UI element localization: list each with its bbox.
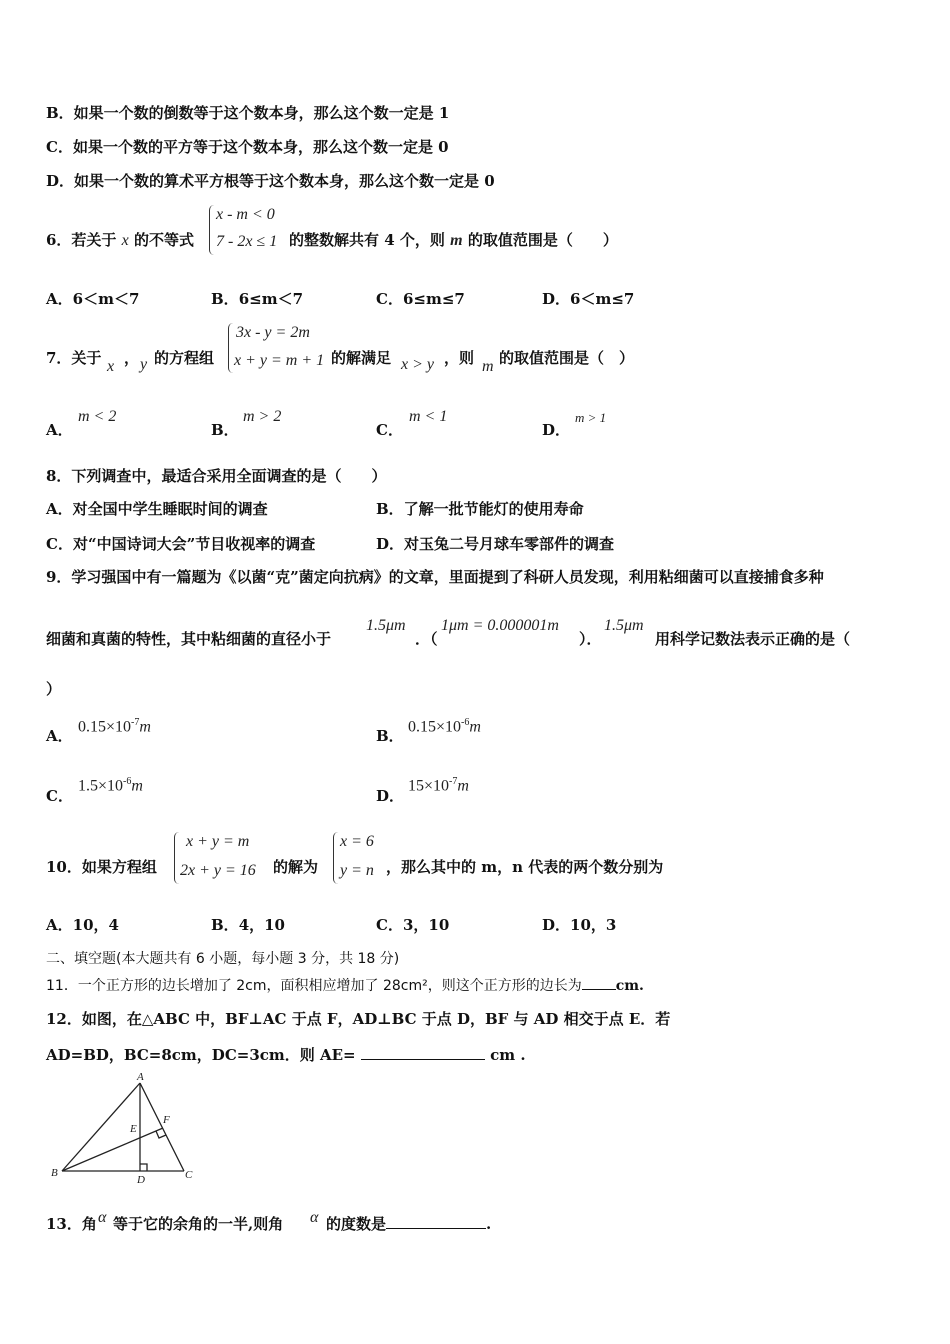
q9-option-a-label: A． bbox=[46, 727, 73, 745]
q7-prefix: 7．关于 bbox=[46, 349, 102, 367]
q12-unit: cm . bbox=[490, 1046, 526, 1064]
q7-option-d-math: m > 1 bbox=[575, 410, 607, 425]
q8-stem: 8．下列调查中，最适合采用全面调查的是（ ） bbox=[46, 467, 387, 485]
q7-option-b-math: m > 2 bbox=[243, 408, 282, 425]
q6-option-c: C．6≤m≤7 bbox=[376, 290, 465, 308]
q7-sep: ， bbox=[124, 349, 140, 367]
q7-option-a-math: m < 2 bbox=[78, 408, 117, 425]
question-11 bbox=[46, 975, 644, 996]
q6-system-brace bbox=[209, 205, 214, 255]
label-c: C bbox=[185, 1169, 193, 1181]
q12-answer-blank[interactable] bbox=[361, 1045, 485, 1060]
q7-option-a-label: A． bbox=[46, 421, 73, 439]
q6-system-line2: 7 - 2x ≤ 1 bbox=[216, 233, 278, 250]
segment-bf bbox=[62, 1128, 163, 1171]
q13-alpha-2: α bbox=[310, 1209, 319, 1226]
q6-tail2: 的取值范围是（ ） bbox=[467, 231, 618, 249]
q13-end: . bbox=[486, 1215, 492, 1233]
q6-mid: 的不等式 bbox=[134, 231, 195, 249]
q9-line3: ） bbox=[46, 680, 62, 698]
q10-prefix: 10．如果方程组 bbox=[46, 858, 157, 876]
q7-tail3: 的取值范围是（ ） bbox=[499, 349, 635, 367]
triangle-figure bbox=[44, 1068, 204, 1188]
label-a: A bbox=[137, 1071, 144, 1083]
q10-solution-brace bbox=[333, 832, 338, 884]
q11-unit: cm. bbox=[615, 978, 644, 994]
q6-var-m: m bbox=[450, 232, 463, 249]
label-d: D bbox=[137, 1174, 145, 1186]
q9-line2b: ．（ bbox=[415, 630, 438, 648]
q9-line2a: 细菌和真菌的特性，其中粘细菌的直径小于 bbox=[46, 630, 332, 648]
q9-option-c-math: $1.5\times 10^{-6}m$ bbox=[78, 776, 143, 795]
q9-line2c: ）． bbox=[579, 630, 602, 648]
label-f: F bbox=[163, 1114, 170, 1126]
q13-answer-blank[interactable] bbox=[386, 1214, 486, 1229]
q10-option-b: B．4，10 bbox=[211, 916, 285, 934]
q9-line1: 9．学习强国中有一篇题为《以菌“克”菌定向抗病》的文章，里面提到了科研人员发现，利用粘细菌可以直接捕食多种 bbox=[46, 568, 824, 586]
q6-option-d: D．6＜m≤7 bbox=[542, 290, 635, 308]
q10-option-d: D．10，3 bbox=[542, 916, 617, 934]
q6-system-line1: x - m < 0 bbox=[216, 206, 275, 223]
q7-system-line2: x + y = m + 1 bbox=[234, 352, 325, 369]
q12-line2: AD=BD，BC=8cm，DC=3cm．则 AE= bbox=[46, 1046, 356, 1064]
q5-option-d: D．如果一个数的算术平方根等于这个数本身，那么这个数一定是 0 bbox=[46, 172, 495, 190]
q7-option-d-label: D． bbox=[542, 421, 571, 439]
q8-option-b: B．了解一批节能灯的使用寿命 bbox=[376, 500, 584, 518]
q13-prefix: 13．角 bbox=[46, 1215, 97, 1233]
q11-text: 11．一个正方形的边长增加了 2cm，面积相应增加了 28cm²，则这个正方形的边长为 bbox=[46, 978, 582, 994]
q13-tail: 的度数是 bbox=[326, 1215, 387, 1233]
q6-tail1: 的整数解共有 4 个，则 bbox=[289, 231, 445, 249]
q7-tail1: 的解满足 bbox=[331, 349, 392, 367]
q9-option-c-label: C． bbox=[46, 787, 73, 805]
q7-option-c-label: C． bbox=[376, 421, 403, 439]
q10-mid: 的解为 bbox=[273, 858, 319, 876]
q10-system-brace bbox=[174, 832, 179, 884]
segment-ab bbox=[62, 1083, 140, 1171]
q10-system-line2: 2x + y = 16 bbox=[180, 862, 256, 879]
q5-option-b: B．如果一个数的倒数等于这个数本身，那么这个数一定是 1 bbox=[46, 104, 450, 122]
q9-option-d-math: $15\times 10^{-7}m$ bbox=[408, 776, 469, 795]
q7-system-line1: 3x - y = 2m bbox=[236, 324, 310, 341]
q9-line2d: 用科学记数法表示正确的是（ bbox=[655, 630, 851, 648]
right-angle-d bbox=[140, 1164, 147, 1171]
q9-option-b-label: B． bbox=[376, 727, 404, 745]
q10-solution-line2: y = n bbox=[340, 862, 374, 879]
q9-option-a-math: $0.15\times 10^{-7}m$ bbox=[78, 717, 151, 736]
q7-var-m: m bbox=[482, 358, 494, 375]
q8-option-a: A．对全国中学生睡眠时间的调查 bbox=[46, 500, 268, 518]
q10-system-line1: x + y = m bbox=[186, 833, 250, 850]
q6-var-x: x bbox=[121, 232, 129, 249]
q10-tail: ，那么其中的 m，n 代表的两个数分别为 bbox=[386, 858, 664, 876]
q7-var-y: y bbox=[140, 356, 148, 373]
q6-prefix: 6．若关于 bbox=[46, 231, 117, 249]
q7-tail2: ，则 bbox=[444, 349, 475, 367]
q10-option-c: C．3，10 bbox=[376, 916, 450, 934]
q6-option-b: B．6≤m＜7 bbox=[211, 290, 304, 308]
label-e: E bbox=[130, 1123, 137, 1135]
q10-solution-line1: x = 6 bbox=[340, 833, 374, 850]
q7-option-b-label: B． bbox=[211, 421, 239, 439]
q5-option-c: C．如果一个数的平方等于这个数本身，那么这个数一定是 0 bbox=[46, 138, 449, 156]
label-b: B bbox=[51, 1167, 58, 1179]
q9-value1: 1.5μm bbox=[366, 617, 406, 634]
q8-option-d: D．对玉兔二号月球车零部件的调查 bbox=[376, 535, 615, 553]
q12-line1: 12．如图，在△ABC 中，BF⊥AC 于点 F，AD⊥BC 于点 D，BF 与 AD 相交于点 E．若 bbox=[46, 1010, 671, 1028]
q7-mid: 的方程组 bbox=[154, 349, 215, 367]
q8-option-c: C．对“中国诗词大会”节目收视率的调查 bbox=[46, 535, 316, 553]
q13-mid: 等于它的余角的一半,则角 bbox=[113, 1215, 284, 1233]
q7-var-x: x bbox=[107, 358, 115, 375]
section-2-heading: 二、填空题(本大题共有 6 小题，每小题 3 分，共 18 分) bbox=[46, 951, 400, 967]
q9-conversion: 1μm = 0.000001m bbox=[441, 617, 559, 634]
q11-answer-blank[interactable] bbox=[582, 975, 616, 990]
q7-condition: x > y bbox=[401, 356, 434, 373]
q9-value2: 1.5μm bbox=[604, 617, 644, 634]
q7-system-brace bbox=[228, 323, 233, 373]
q9-option-b-math: $0.15\times 10^{-6}m$ bbox=[408, 717, 481, 736]
q6-option-a: A．6＜m＜7 bbox=[46, 290, 140, 308]
q13-alpha-1: α bbox=[98, 1209, 107, 1226]
q7-option-c-math: m < 1 bbox=[409, 408, 448, 425]
segment-ac bbox=[140, 1083, 184, 1171]
q9-option-d-label: D． bbox=[376, 787, 405, 805]
q10-option-a: A．10，4 bbox=[46, 916, 119, 934]
